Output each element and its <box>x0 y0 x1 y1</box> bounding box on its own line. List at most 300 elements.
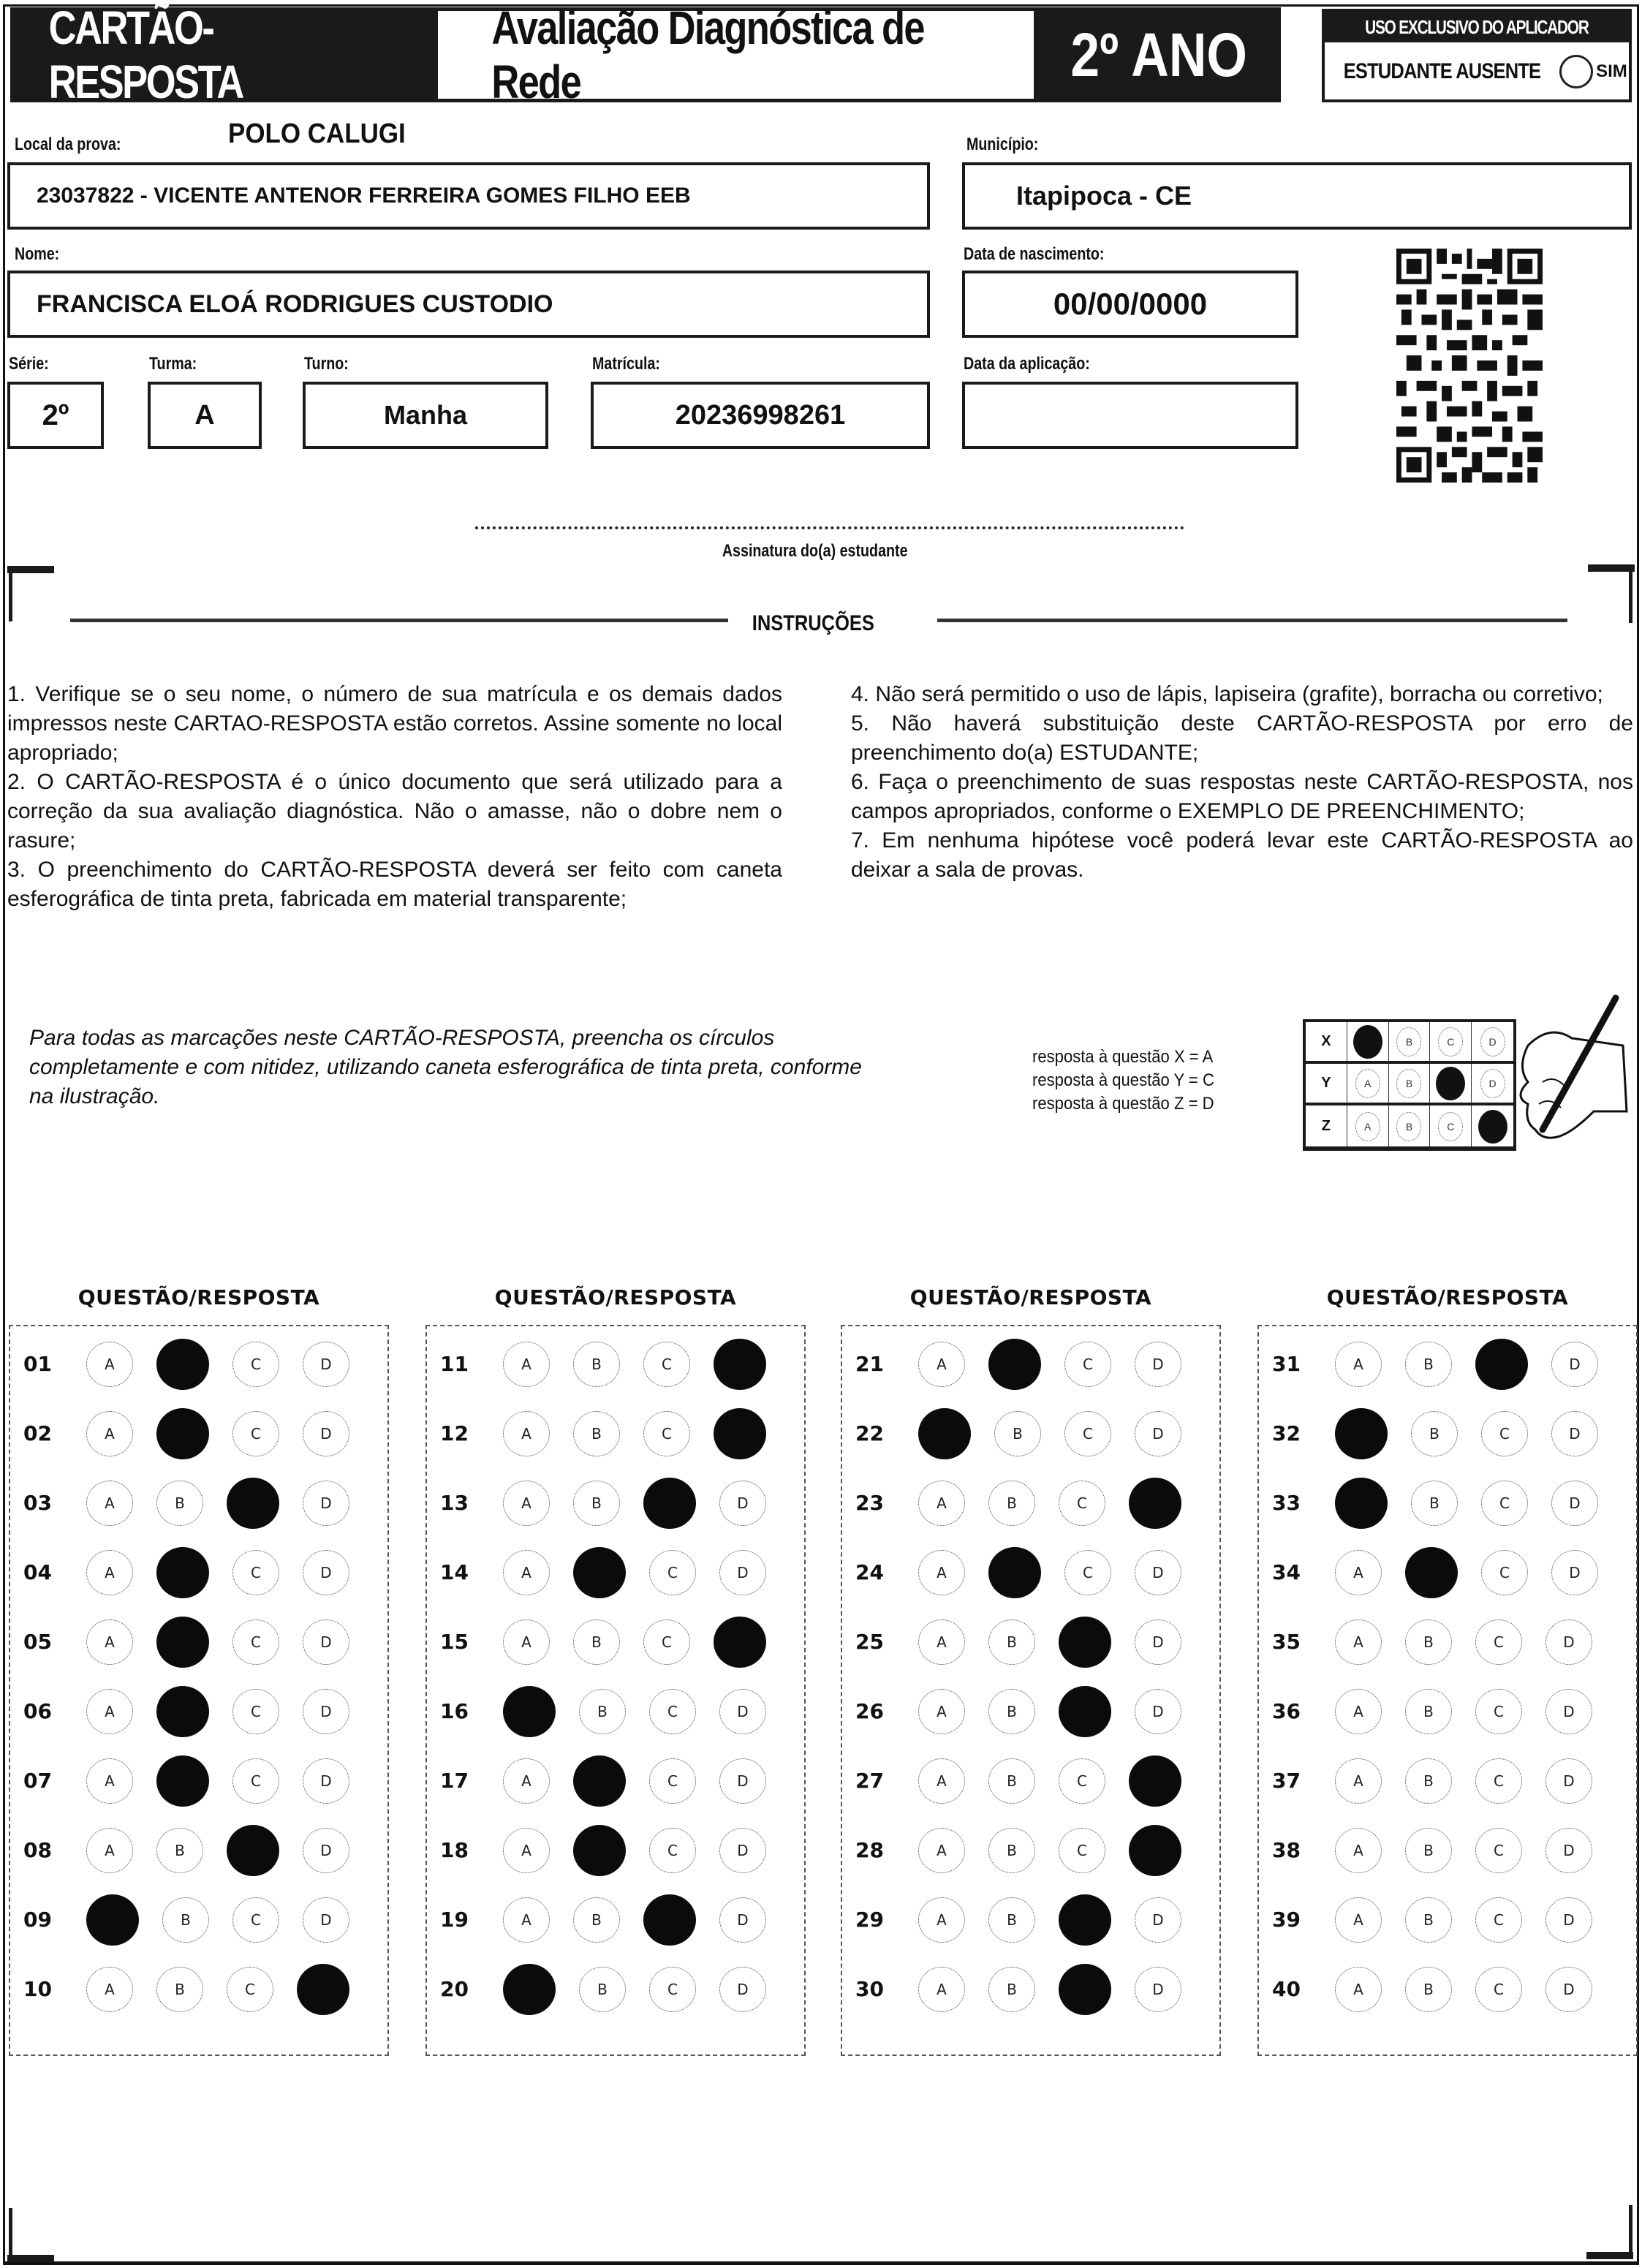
answer-bubble[interactable]: A <box>86 1689 133 1734</box>
answer-bubble[interactable]: A <box>1335 1689 1382 1734</box>
nascimento-field <box>962 271 1298 338</box>
answer-column-1 <box>9 1285 389 2056</box>
example-cell <box>1389 1064 1431 1103</box>
answer-bubble[interactable]: D <box>303 1550 349 1595</box>
answer-bubble[interactable]: D <box>303 1411 349 1456</box>
answer-bubble-marked[interactable] <box>643 1894 696 1946</box>
answer-bubble[interactable]: C <box>232 1758 279 1804</box>
answer-bubble[interactable]: A <box>918 1828 965 1873</box>
answer-bubble[interactable]: D <box>1135 1689 1181 1734</box>
signature-line[interactable] <box>475 526 1184 529</box>
answer-bubble-marked[interactable] <box>503 1964 556 2015</box>
answer-bubble[interactable]: A <box>86 1828 133 1873</box>
answer-bubble[interactable]: B <box>988 1689 1035 1734</box>
answer-bubble[interactable]: C <box>1481 1481 1528 1526</box>
exam-title <box>438 1 1037 108</box>
grade-badge <box>1037 7 1281 102</box>
answer-bubble-marked[interactable] <box>503 1686 556 1737</box>
answer-bubble[interactable]: A <box>918 1758 965 1804</box>
answer-bubble[interactable]: D <box>719 1897 766 1943</box>
answer-bubble[interactable]: A <box>918 1550 965 1595</box>
answer-bubble[interactable]: B <box>1405 1342 1452 1387</box>
answer-bubble[interactable]: B <box>573 1342 620 1387</box>
answer-bubble[interactable]: A <box>918 1897 965 1943</box>
answer-bubble[interactable]: C <box>643 1411 690 1456</box>
answer-bubble[interactable]: C <box>1481 1550 1528 1595</box>
answer-bubble[interactable]: B <box>573 1897 620 1943</box>
answer-bubble-marked[interactable] <box>1405 1547 1458 1598</box>
instructions-title: INSTRUÇÕES <box>752 611 874 635</box>
answer-bubble-marked[interactable] <box>227 1825 279 1876</box>
answer-bubble[interactable]: D <box>1545 1758 1592 1804</box>
example-cell <box>1430 1105 1472 1147</box>
example-row <box>1306 1064 1513 1105</box>
question-number: 30 <box>855 1977 884 2001</box>
answer-bubble[interactable]: C <box>1475 1828 1522 1873</box>
question-number: 13 <box>440 1491 469 1515</box>
nascimento-label: Data de nascimento: <box>964 244 1105 264</box>
answer-bubble-marked[interactable] <box>714 1339 766 1390</box>
question-number: 32 <box>1272 1421 1301 1445</box>
answer-column-2 <box>425 1285 806 2056</box>
corner-mark-bottom-left-v <box>9 2208 12 2258</box>
example-bubble: B <box>1396 1069 1421 1098</box>
question-row <box>842 1677 1219 1746</box>
question-row <box>842 1815 1219 1885</box>
question-row <box>427 1885 804 1954</box>
answer-bubble[interactable]: A <box>918 1619 965 1665</box>
answer-bubble[interactable]: B <box>988 1758 1035 1804</box>
answer-bubble[interactable]: D <box>719 1689 766 1734</box>
answer-bubble[interactable]: A <box>1335 1828 1382 1873</box>
answer-bubble-marked[interactable] <box>227 1478 279 1529</box>
example-bubble: C <box>1438 1027 1463 1056</box>
answer-bubble[interactable]: C <box>232 1689 279 1734</box>
answer-bubble-marked[interactable] <box>1059 1894 1111 1946</box>
school-value: 23037822 - VICENTE ANTENOR FERREIRA GOMES FILHO EEB <box>37 184 691 208</box>
answer-bubble[interactable]: B <box>573 1411 620 1456</box>
exam-title-text: Avaliação Diagnóstica de Rede <box>491 1 924 108</box>
answer-bubble[interactable]: A <box>918 1967 965 2012</box>
answer-bubble-marked[interactable] <box>1059 1964 1111 2015</box>
question-row <box>10 1815 387 1885</box>
answer-bubble-marked[interactable] <box>1129 1478 1181 1529</box>
question-row <box>1259 1329 1636 1399</box>
answer-bubble[interactable]: C <box>1475 1897 1522 1943</box>
corner-mark-bottom-left <box>7 2255 54 2262</box>
answer-bubble[interactable]: D <box>1551 1411 1598 1456</box>
corner-mark-top-right <box>1588 564 1635 572</box>
example-row <box>1306 1105 1513 1147</box>
answer-bubble[interactable]: B <box>579 1967 626 2012</box>
answer-bubble[interactable]: A <box>918 1689 965 1734</box>
answer-bubble[interactable]: D <box>1135 1342 1181 1387</box>
answer-bubble[interactable]: D <box>303 1897 349 1943</box>
question-number: 11 <box>440 1352 469 1376</box>
instruction-item: 1. Verifique se o seu nome, o número de sua matrícula e os demais dados impressos neste CARTAO-RESPOSTA estão corretos. Assine somente no local apropriado; <box>7 682 782 765</box>
answer-bubble[interactable]: C <box>1059 1828 1105 1873</box>
answer-bubble-marked[interactable] <box>988 1339 1041 1390</box>
card-title-text: CARTÃO-RESPOSTA <box>48 1 243 108</box>
answer-bubble[interactable]: B <box>994 1411 1041 1456</box>
example-legend-item: resposta à questão Z = D <box>1032 1094 1214 1114</box>
nome-value: FRANCISCA ELOÁ RODRIGUES CUSTODIO <box>37 290 553 318</box>
question-row <box>427 1468 804 1538</box>
question-number: 21 <box>855 1352 884 1376</box>
question-row <box>10 1538 387 1607</box>
question-number: 16 <box>440 1699 469 1723</box>
question-number: 17 <box>440 1769 469 1793</box>
answer-bubble[interactable]: C <box>232 1897 279 1943</box>
example-bubble: B <box>1396 1027 1421 1056</box>
instruction-item: 6. Faça o preenchimento de suas respostas neste CARTÃO-RESPOSTA, nos campos apropriados, conforme o EXEMPLO DE PREENCHIMENTO; <box>851 770 1633 823</box>
answer-bubble[interactable]: A <box>86 1758 133 1804</box>
answer-bubble[interactable]: A <box>86 1411 133 1456</box>
answer-bubble[interactable]: B <box>988 1897 1035 1943</box>
answer-bubble[interactable]: A <box>503 1758 550 1804</box>
answer-bubble-marked[interactable] <box>1129 1825 1181 1876</box>
answer-bubble[interactable]: D <box>303 1481 349 1526</box>
answer-bubble-marked[interactable] <box>988 1547 1041 1598</box>
question-row <box>1259 1815 1636 1885</box>
answer-bubble[interactable]: D <box>1135 1619 1181 1665</box>
answer-bubble[interactable]: B <box>1405 1619 1452 1665</box>
answer-bubble-marked[interactable] <box>156 1408 209 1459</box>
question-row <box>10 1329 387 1399</box>
question-row <box>1259 1885 1636 1954</box>
example-row-label: Z <box>1306 1105 1347 1147</box>
answer-bubble-marked[interactable] <box>1335 1408 1388 1459</box>
answer-bubble-marked[interactable] <box>1059 1686 1111 1737</box>
answer-bubble[interactable]: C <box>227 1967 273 2012</box>
answer-bubble-marked[interactable] <box>156 1686 209 1737</box>
question-row <box>427 1746 804 1815</box>
question-row <box>10 1399 387 1468</box>
answer-bubble-marked[interactable] <box>86 1894 139 1946</box>
answer-bubble[interactable]: A <box>503 1550 550 1595</box>
answer-bubble[interactable]: C <box>1481 1411 1528 1456</box>
municipio-field <box>962 162 1632 230</box>
answer-bubble[interactable]: C <box>1475 1619 1522 1665</box>
local-label: Local da prova: <box>15 135 121 154</box>
question-row <box>1259 1677 1636 1746</box>
answer-bubble[interactable]: B <box>1405 1689 1452 1734</box>
answer-bubble[interactable]: A <box>503 1342 550 1387</box>
answer-bubble[interactable]: D <box>719 1550 766 1595</box>
answer-bubble[interactable]: C <box>232 1550 279 1595</box>
question-number: 06 <box>23 1699 52 1723</box>
serie-label: Série: <box>9 354 49 374</box>
question-row <box>842 1746 1219 1815</box>
answer-bubble[interactable]: A <box>918 1342 965 1387</box>
answer-bubble[interactable]: D <box>1545 1828 1592 1873</box>
question-row <box>10 1746 387 1815</box>
question-number: 28 <box>855 1838 884 1862</box>
answer-bubble[interactable]: D <box>303 1619 349 1665</box>
answer-bubble[interactable]: D <box>1545 1689 1592 1734</box>
question-row <box>10 1468 387 1538</box>
answer-bubble[interactable]: D <box>303 1342 349 1387</box>
polo-text: POLO CALUGI <box>228 118 406 149</box>
question-number: 36 <box>1272 1699 1301 1723</box>
answer-bubble[interactable]: C <box>649 1828 696 1873</box>
answer-bubble[interactable]: A <box>503 1411 550 1456</box>
answer-bubble[interactable]: C <box>1059 1481 1105 1526</box>
example-bubble: D <box>1480 1069 1505 1098</box>
municipio-label: Município: <box>966 135 1039 154</box>
example-cell <box>1389 1105 1431 1147</box>
answer-bubble[interactable]: D <box>719 1967 766 2012</box>
card-title <box>10 1 438 108</box>
question-number: 02 <box>23 1421 52 1445</box>
example-cell <box>1347 1105 1389 1147</box>
question-row <box>842 1954 1219 2024</box>
answer-bubble-marked[interactable] <box>156 1617 209 1668</box>
answer-bubble[interactable]: A <box>503 1619 550 1665</box>
question-row <box>10 1885 387 1954</box>
answer-bubble-marked[interactable] <box>643 1478 696 1529</box>
answer-bubble[interactable]: C <box>232 1619 279 1665</box>
corner-mark-top-right-v <box>1629 564 1632 623</box>
instruction-item: 2. O CARTÃO-RESPOSTA é o único documento que será utilizado para a correção da sua avaliação diagnóstica. Não o amasse, não o dobre nem o rasure; <box>7 770 782 853</box>
answer-bubble[interactable]: C <box>649 1550 696 1595</box>
answer-bubble[interactable]: A <box>503 1481 550 1526</box>
example-bubble: D <box>1480 1027 1505 1056</box>
answer-column-title: QUESTÃO/RESPOSTA <box>494 1285 737 1309</box>
absent-checkbox[interactable] <box>1559 55 1593 88</box>
answer-bubble-marked[interactable] <box>918 1408 971 1459</box>
question-row <box>842 1538 1219 1607</box>
answer-bubble[interactable]: B <box>1411 1481 1458 1526</box>
aplicacao-label: Data da aplicação: <box>964 354 1090 374</box>
question-number: 09 <box>23 1908 52 1932</box>
answer-bubble[interactable]: C <box>1475 1689 1522 1734</box>
fill-instructions: Para todas as marcações neste CARTÃO-RESPOSTA, preencha os círculos completamente e com nitidez, utilizando caneta esferográfica de tinta preta, conforme na ilustração. <box>29 1026 862 1108</box>
example-bubble: A <box>1355 1112 1380 1141</box>
corner-mark-bottom-right-v <box>1629 2205 1632 2256</box>
example-cell <box>1430 1022 1472 1061</box>
answer-bubble[interactable]: B <box>988 1481 1035 1526</box>
answer-bubble[interactable]: B <box>579 1689 626 1734</box>
question-number: 08 <box>23 1838 52 1862</box>
answer-bubble[interactable]: A <box>1335 1758 1382 1804</box>
answer-bubble-marked[interactable] <box>573 1825 626 1876</box>
answer-bubble-marked[interactable] <box>297 1964 349 2015</box>
answer-bubble[interactable]: A <box>1335 1550 1382 1595</box>
question-number: 29 <box>855 1908 884 1932</box>
answer-bubble[interactable]: C <box>1059 1758 1105 1804</box>
answer-bubble[interactable]: C <box>649 1758 696 1804</box>
answer-bubble[interactable]: D <box>1551 1342 1598 1387</box>
qr-code-icon <box>1396 249 1543 483</box>
applicator-title <box>1325 12 1629 42</box>
answer-bubble[interactable]: B <box>162 1897 209 1943</box>
answer-bubble-marked[interactable] <box>573 1755 626 1807</box>
question-row <box>842 1399 1219 1468</box>
answer-bubble[interactable]: D <box>1545 1619 1592 1665</box>
answer-bubble[interactable]: A <box>86 1550 133 1595</box>
answer-bubble[interactable]: B <box>156 1481 203 1526</box>
answer-bubble-marked[interactable] <box>1475 1339 1528 1390</box>
answer-bubble[interactable]: B <box>988 1828 1035 1873</box>
answer-bubble[interactable]: C <box>1064 1550 1111 1595</box>
answer-bubble[interactable]: A <box>1335 1619 1382 1665</box>
example-cell <box>1389 1022 1431 1061</box>
answer-bubble[interactable]: B <box>156 1967 203 2012</box>
answer-bubble-marked[interactable] <box>714 1408 766 1459</box>
question-number: 37 <box>1272 1769 1301 1793</box>
answer-bubble[interactable]: C <box>232 1411 279 1456</box>
instructions-left <box>7 680 782 914</box>
answer-column-title: QUESTÃO/RESPOSTA <box>77 1285 320 1309</box>
question-row <box>842 1329 1219 1399</box>
serie-field <box>7 382 104 449</box>
answer-bubble[interactable]: B <box>573 1619 620 1665</box>
corner-mark-top-left <box>7 566 54 573</box>
example-bubble: B <box>1396 1112 1421 1141</box>
answer-bubble[interactable]: B <box>1405 1828 1452 1873</box>
nome-label: Nome: <box>15 244 60 264</box>
answer-bubble[interactable]: B <box>1405 1758 1452 1804</box>
instruction-item: 4. Não será permitido o uso de lápis, lapiseira (grafite), borracha ou corretivo; <box>851 682 1603 706</box>
answer-bubble[interactable]: C <box>643 1619 690 1665</box>
answer-box <box>1257 1325 1638 2056</box>
turma-label: Turma: <box>149 354 197 374</box>
answer-bubble[interactable]: B <box>1405 1967 1452 2012</box>
example-row <box>1306 1022 1513 1064</box>
answer-bubble[interactable]: A <box>503 1828 550 1873</box>
instruction-item: 7. Em nenhuma hipótese você poderá levar este CARTÃO-RESPOSTA ao deixar a sala de provas. <box>851 828 1633 882</box>
municipio-value: Itapipoca - CE <box>1016 181 1192 211</box>
question-row <box>1259 1607 1636 1677</box>
answer-bubble[interactable]: D <box>1545 1967 1592 2012</box>
serie-value: 2º <box>42 398 69 431</box>
question-row <box>1259 1468 1636 1538</box>
answer-bubble[interactable]: A <box>1335 1897 1382 1943</box>
answer-bubble[interactable]: D <box>719 1481 766 1526</box>
question-row <box>427 1815 804 1885</box>
question-row <box>427 1329 804 1399</box>
answer-bubble[interactable]: C <box>643 1342 690 1387</box>
turno-value: Manha <box>383 400 467 430</box>
answer-bubble-marked[interactable] <box>573 1547 626 1598</box>
answer-bubble-marked[interactable] <box>1059 1617 1111 1668</box>
answer-bubble[interactable]: C <box>649 1967 696 2012</box>
question-row <box>427 1954 804 2024</box>
answer-bubble[interactable]: A <box>86 1481 133 1526</box>
question-number: 20 <box>440 1977 469 2001</box>
question-number: 26 <box>855 1699 884 1723</box>
question-number: 18 <box>440 1838 469 1862</box>
answer-bubble[interactable]: D <box>1135 1550 1181 1595</box>
answer-bubble[interactable]: B <box>988 1967 1035 2012</box>
example-row-label: Y <box>1306 1064 1347 1103</box>
answer-bubble[interactable]: D <box>1551 1481 1598 1526</box>
answer-bubble[interactable]: C <box>1475 1967 1522 2012</box>
matricula-label: Matrícula: <box>592 354 660 374</box>
answer-bubble[interactable]: D <box>1135 1897 1181 1943</box>
answer-bubble[interactable]: A <box>503 1897 550 1943</box>
question-number: 38 <box>1272 1838 1301 1862</box>
answer-bubble-marked[interactable] <box>156 1339 209 1390</box>
answer-bubble-marked[interactable] <box>156 1547 209 1598</box>
turno-label: Turno: <box>304 354 349 374</box>
answer-bubble[interactable]: D <box>1135 1411 1181 1456</box>
question-number: 31 <box>1272 1352 1301 1376</box>
nome-field <box>7 271 930 338</box>
answer-box <box>841 1325 1221 2056</box>
answer-bubble[interactable]: C <box>1064 1411 1111 1456</box>
example-legend-item: resposta à questão X = A <box>1032 1047 1214 1067</box>
instruction-item: 5. Não haverá substituição deste CARTÃO-RESPOSTA por erro de preenchimento do(a) ESTUDANTE; <box>851 711 1633 765</box>
example-legend <box>1032 1046 1230 1116</box>
answer-bubble[interactable]: A <box>86 1967 133 2012</box>
question-number: 39 <box>1272 1908 1301 1932</box>
answer-bubble[interactable]: A <box>1335 1967 1382 2012</box>
answer-bubble[interactable]: B <box>988 1619 1035 1665</box>
answer-bubble[interactable]: C <box>649 1689 696 1734</box>
answer-bubble[interactable]: A <box>918 1481 965 1526</box>
answer-bubble[interactable]: D <box>1551 1550 1598 1595</box>
signature-label: Assinatura do(a) estudante <box>722 541 908 561</box>
question-row <box>10 1607 387 1677</box>
question-number: 15 <box>440 1630 469 1654</box>
answer-bubble[interactable]: D <box>303 1758 349 1804</box>
matricula-field <box>591 382 930 449</box>
question-row <box>1259 1954 1636 2024</box>
answer-bubble[interactable]: C <box>232 1342 279 1387</box>
answer-bubble-marked[interactable] <box>1129 1755 1181 1807</box>
corner-mark-top-left-v <box>9 566 12 621</box>
answer-bubble[interactable]: D <box>1545 1897 1592 1943</box>
answer-bubble[interactable]: A <box>86 1619 133 1665</box>
question-number: 34 <box>1272 1560 1301 1584</box>
example-cell <box>1347 1064 1389 1103</box>
answer-bubble-marked[interactable] <box>714 1617 766 1668</box>
answer-bubble[interactable]: D <box>303 1689 349 1734</box>
answer-bubble[interactable]: D <box>719 1758 766 1804</box>
answer-bubble-marked[interactable] <box>1335 1478 1388 1529</box>
matricula-value: 20236998261 <box>675 399 846 431</box>
aplicacao-field <box>962 382 1298 449</box>
answer-bubble[interactable]: B <box>156 1828 203 1873</box>
question-number: 19 <box>440 1908 469 1932</box>
instructions-rule-left <box>70 619 728 622</box>
question-number: 10 <box>23 1977 52 2001</box>
answer-bubble-marked[interactable] <box>156 1755 209 1807</box>
answer-bubble[interactable]: D <box>719 1828 766 1873</box>
example-bubble-filled <box>1436 1067 1465 1100</box>
nascimento-value: 00/00/0000 <box>1053 287 1208 321</box>
answer-bubble[interactable]: C <box>1064 1342 1111 1387</box>
question-number: 22 <box>855 1421 884 1445</box>
question-row <box>842 1468 1219 1538</box>
example-cell <box>1430 1064 1472 1103</box>
question-number: 01 <box>23 1352 52 1376</box>
answer-bubble[interactable]: B <box>573 1481 620 1526</box>
answer-bubble[interactable]: C <box>1475 1758 1522 1804</box>
answer-bubble[interactable]: B <box>1411 1411 1458 1456</box>
question-number: 24 <box>855 1560 884 1584</box>
answer-column-title: QUESTÃO/RESPOSTA <box>909 1285 1152 1309</box>
example-bubble: A <box>1355 1069 1380 1098</box>
answer-bubble[interactable]: B <box>1405 1897 1452 1943</box>
answer-bubble[interactable]: A <box>1335 1342 1382 1387</box>
answer-bubble[interactable]: D <box>1135 1967 1181 2012</box>
question-number: 07 <box>23 1769 52 1793</box>
answer-bubble[interactable]: D <box>303 1828 349 1873</box>
answer-bubble[interactable]: A <box>86 1342 133 1387</box>
